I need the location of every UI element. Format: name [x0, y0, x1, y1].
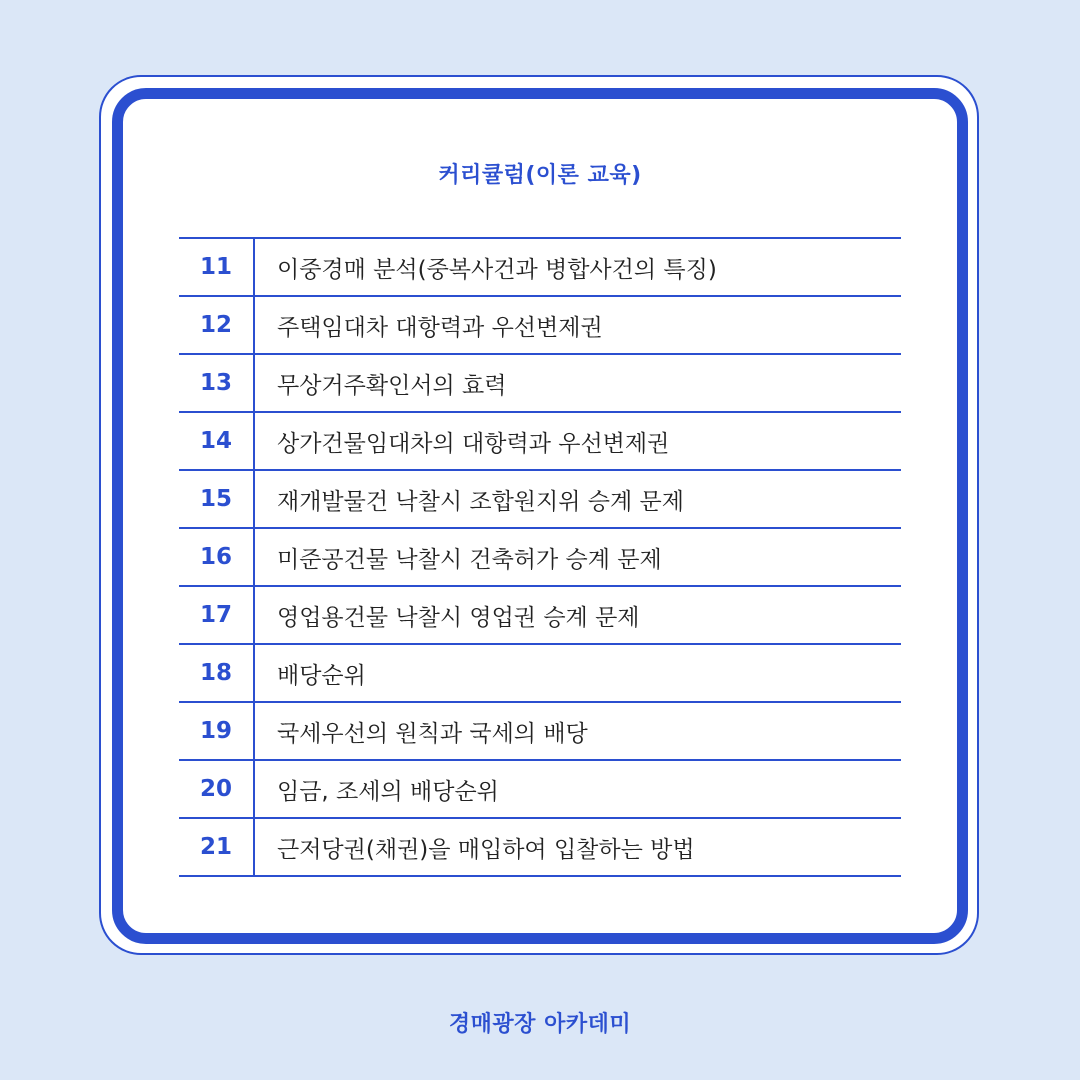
row-number: 14 [179, 413, 255, 469]
row-number: 17 [179, 587, 255, 643]
table-row [179, 703, 901, 761]
row-number: 19 [179, 703, 255, 759]
table-row [179, 413, 901, 471]
row-topic: 상가건물임대차의 대항력과 우선변제권 [277, 430, 670, 457]
row-topic: 주택임대차 대항력과 우선변제권 [277, 314, 603, 341]
row-topic: 무상거주확인서의 효력 [277, 372, 507, 399]
row-number: 15 [179, 471, 255, 527]
table-row [179, 529, 901, 587]
table-row [179, 297, 901, 355]
table-row [179, 587, 901, 645]
row-number: 18 [179, 645, 255, 701]
row-topic: 국세우선의 원칙과 국세의 배당 [277, 720, 588, 747]
row-number: 11 [179, 239, 255, 295]
row-number: 21 [179, 819, 255, 875]
row-topic: 배당순위 [277, 662, 366, 689]
row-number: 20 [179, 761, 255, 817]
academy-name-footer: 경매광장 아카데미 [448, 1012, 632, 1037]
row-topic: 미준공건물 낙찰시 건축허가 승계 문제 [277, 546, 662, 573]
row-number: 12 [179, 297, 255, 353]
row-topic: 근저당권(채권)을 매입하여 입찰하는 방법 [277, 836, 695, 863]
curriculum-title: 커리큘럼(이론 교육) [438, 163, 642, 188]
table-row [179, 645, 901, 703]
row-topic: 임금, 조세의 배당순위 [277, 778, 499, 805]
row-number: 16 [179, 529, 255, 585]
row-topic: 영업용건물 낙찰시 영업권 승계 문제 [277, 604, 640, 631]
row-topic: 재개발물건 낙찰시 조합원지위 승계 문제 [277, 488, 684, 515]
table-row [179, 819, 901, 877]
table-row [179, 761, 901, 819]
table-row [179, 239, 901, 297]
curriculum-table [179, 237, 901, 877]
table-row [179, 471, 901, 529]
row-number: 13 [179, 355, 255, 411]
row-topic: 이중경매 분석(중복사건과 병합사건의 특징) [277, 256, 717, 283]
table-row [179, 355, 901, 413]
